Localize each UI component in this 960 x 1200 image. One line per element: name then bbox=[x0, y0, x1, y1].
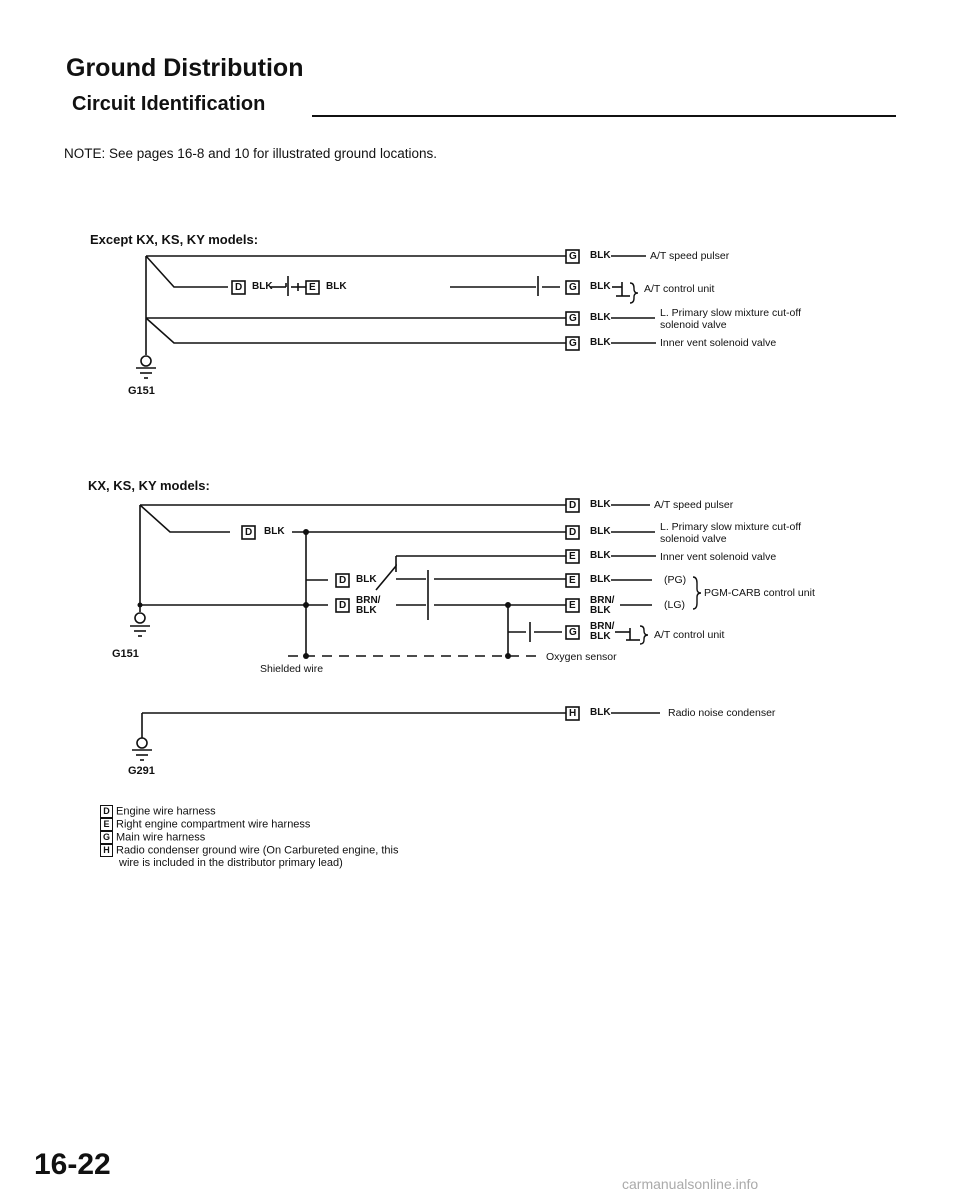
legend-code: E bbox=[100, 818, 113, 831]
legend-code: D bbox=[100, 805, 113, 818]
legend-item bbox=[100, 818, 310, 831]
page-number: 16-22 bbox=[34, 1148, 111, 1181]
wire-color: BLK bbox=[356, 574, 377, 585]
wire-color: BLK bbox=[590, 499, 611, 510]
legend-text: Main wire harness bbox=[116, 831, 206, 844]
wire-color: BLK bbox=[590, 605, 611, 616]
legend-text: wire is included in the distributor primary lead) bbox=[119, 857, 343, 869]
wire-color: BLK bbox=[590, 550, 611, 561]
legend-item bbox=[100, 831, 205, 844]
legend-code: G bbox=[100, 831, 113, 844]
wire-color: BLK bbox=[590, 707, 611, 718]
wire-color: BLK bbox=[590, 312, 611, 323]
connector-code: D bbox=[235, 282, 243, 293]
component-label: (LG) bbox=[664, 599, 685, 611]
wire-color: BRN/ bbox=[590, 595, 615, 606]
ground-label: G151 bbox=[112, 648, 139, 660]
connector-code: G bbox=[569, 627, 577, 638]
component-label: A/T control unit bbox=[654, 629, 725, 641]
component-label: (PG) bbox=[664, 574, 687, 586]
component-label: A/T control unit bbox=[644, 283, 715, 295]
connector-code: G bbox=[569, 251, 577, 262]
ground-label: G291 bbox=[128, 765, 155, 777]
page-title: Ground Distribution bbox=[66, 54, 304, 82]
connector-code: D bbox=[339, 575, 347, 586]
component-label: A/T speed pulser bbox=[650, 250, 730, 262]
legend-item bbox=[100, 844, 399, 857]
note-text: NOTE: See pages 16-8 and 10 for illustrated ground locations. bbox=[64, 146, 437, 161]
component-label: Inner vent solenoid valve bbox=[660, 551, 777, 563]
connector-code: E bbox=[569, 600, 576, 611]
connector-code: D bbox=[339, 600, 347, 611]
wire-color: BRN/ bbox=[356, 595, 381, 606]
legend-item bbox=[100, 805, 216, 818]
component-label: solenoid valve bbox=[660, 319, 727, 331]
section1-heading: Except KX, KS, KY models: bbox=[90, 232, 259, 247]
wire-color: BLK bbox=[252, 281, 273, 292]
connector-code: E bbox=[569, 575, 576, 586]
connector-code: E bbox=[309, 282, 316, 293]
legend-text: Radio condenser ground wire (On Carbureted engine, this bbox=[116, 844, 399, 857]
connector-code: E bbox=[569, 551, 576, 562]
wire-color: BLK bbox=[590, 574, 611, 585]
wire-color: BLK bbox=[590, 631, 611, 642]
connector-code: D bbox=[569, 527, 577, 538]
connector-code: G bbox=[569, 313, 577, 324]
section2-heading: KX, KS, KY models: bbox=[88, 478, 210, 493]
component-label: A/T speed pulser bbox=[654, 499, 734, 511]
component-label: L. Primary slow mixture cut-off bbox=[660, 521, 802, 533]
connector-code: G bbox=[569, 338, 577, 349]
wire-color: BRN/ bbox=[590, 621, 615, 632]
connector-code: D bbox=[245, 527, 253, 538]
connector-code: D bbox=[569, 500, 577, 511]
watermark: carmanualsonline.info bbox=[622, 1176, 759, 1192]
component-label: Radio noise condenser bbox=[668, 707, 776, 719]
component-label: Inner vent solenoid valve bbox=[660, 337, 777, 349]
component-label: solenoid valve bbox=[660, 533, 727, 545]
legend-text: Engine wire harness bbox=[116, 805, 216, 818]
wire-color: BLK bbox=[326, 281, 347, 292]
component-label: Oxygen sensor bbox=[546, 651, 617, 663]
legend-text: Right engine compartment wire harness bbox=[116, 818, 311, 831]
wire-color: BLK bbox=[356, 605, 377, 616]
shielded-wire-label: Shielded wire bbox=[260, 663, 324, 675]
legend-item bbox=[119, 857, 343, 869]
wire-color: BLK bbox=[590, 281, 611, 292]
component-label: PGM-CARB control unit bbox=[704, 587, 815, 599]
legend-code: H bbox=[100, 844, 113, 857]
connector-code: G bbox=[569, 282, 577, 293]
wire-color: BLK bbox=[590, 250, 611, 261]
wire-color: BLK bbox=[264, 526, 285, 537]
ground-label: G151 bbox=[128, 385, 155, 397]
connector-code: H bbox=[569, 708, 577, 719]
section-subtitle: Circuit Identification bbox=[72, 93, 266, 115]
wire-color: BLK bbox=[590, 526, 611, 537]
wire-color: BLK bbox=[590, 337, 611, 348]
component-label: L. Primary slow mixture cut-off bbox=[660, 307, 802, 319]
